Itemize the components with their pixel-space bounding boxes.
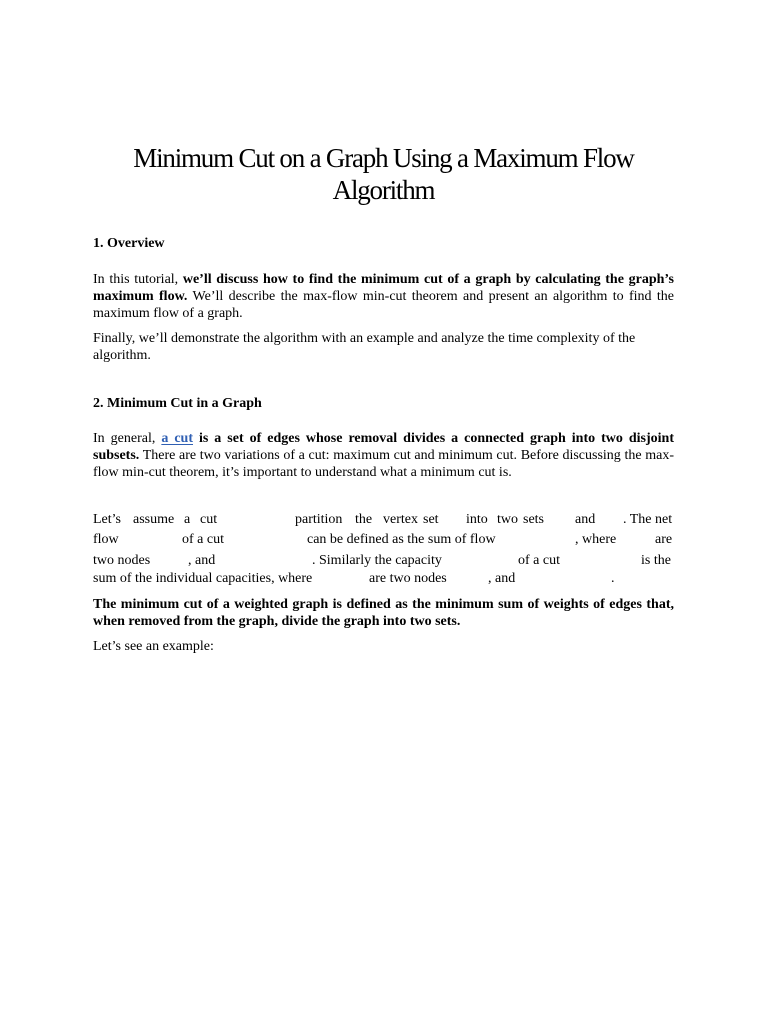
overview-intro-text: In this tutorial, <box>93 272 183 287</box>
title-line-2: Algorithm <box>332 175 435 205</box>
text-segment: cut <box>200 512 218 527</box>
text-segment: are <box>655 532 673 547</box>
text-segment: can be defined as the sum of flow <box>307 532 496 547</box>
overview-bold-text: we’ll discuss how to find the minimum cut of a graph by calculating the graph’s maximum flow. <box>93 272 674 304</box>
text-segment: the <box>355 512 373 527</box>
text-segment: sum of the individual capacities, where <box>93 571 313 586</box>
text-segment: , and <box>188 553 216 568</box>
text-segment: . The <box>623 512 652 527</box>
minimum-cut-definition: The minimum cut of a weighted graph is defined as the minimum sum of weights of edges that, when removed from the graph, divide the graph into two sets. <box>93 597 674 629</box>
text-segment: are two nodes <box>369 571 447 586</box>
overview-paragraph-2: Finally, we’ll demonstrate the algorithm with an example and analyze the time complexity of the algorithm. <box>93 331 636 363</box>
text-segment: into <box>466 512 488 527</box>
mincut-intro-text: In general, <box>93 431 162 446</box>
cut-definition-line-3 <box>93 552 674 569</box>
text-segment: set <box>423 512 439 527</box>
text-segment: assume <box>133 512 175 527</box>
overview-rest-text: We’ll describe the max-flow min-cut theorem and present an algorithm to find the maximum flow of a graph. <box>93 289 674 321</box>
text-segment: partition <box>295 512 343 527</box>
overview-heading: 1. Overview <box>93 236 165 251</box>
text-segment: . <box>611 571 615 586</box>
text-segment: of a cut <box>182 532 224 547</box>
mincut-heading: 2. Minimum Cut in a Graph <box>93 396 262 411</box>
title-line-1: Minimum Cut on a Graph Using a Maximum Flow <box>133 143 634 173</box>
text-segment: two nodes <box>93 553 151 568</box>
text-segment: net <box>655 512 673 527</box>
a-cut-link[interactable]: a cut <box>161 431 193 446</box>
text-segment: a <box>184 512 191 527</box>
example-intro: Let’s see an example: <box>93 639 214 654</box>
cut-definition-line-1 <box>93 511 674 528</box>
text-segment: is the <box>641 553 671 568</box>
text-segment: . Similarly the capacity <box>312 553 442 568</box>
text-segment: of a cut <box>518 553 560 568</box>
text-segment: , and <box>488 571 516 586</box>
mincut-paragraph-1 <box>93 430 674 481</box>
document-title <box>93 142 674 206</box>
text-segment: , where <box>575 532 617 547</box>
text-segment: Let’s <box>93 512 121 527</box>
overview-paragraph-1 <box>93 271 674 322</box>
text-segment: vertex <box>383 512 418 527</box>
cut-definition-line-4 <box>93 570 674 587</box>
text-segment: flow <box>93 532 119 547</box>
mincut-bold-text: is a set of edges whose removal divides a connected graph into two disjoint subsets. <box>93 431 675 463</box>
cut-definition-line-2 <box>93 531 674 548</box>
text-segment: and <box>575 512 596 527</box>
text-segment: sets <box>523 512 544 527</box>
mincut-rest-text: There are two variations of a cut: maximum cut and minimum cut. Before discussing the max-flow min-cut theorem, it’s important to understand what a minimum cut is. <box>93 448 674 480</box>
text-segment: two <box>497 512 518 527</box>
